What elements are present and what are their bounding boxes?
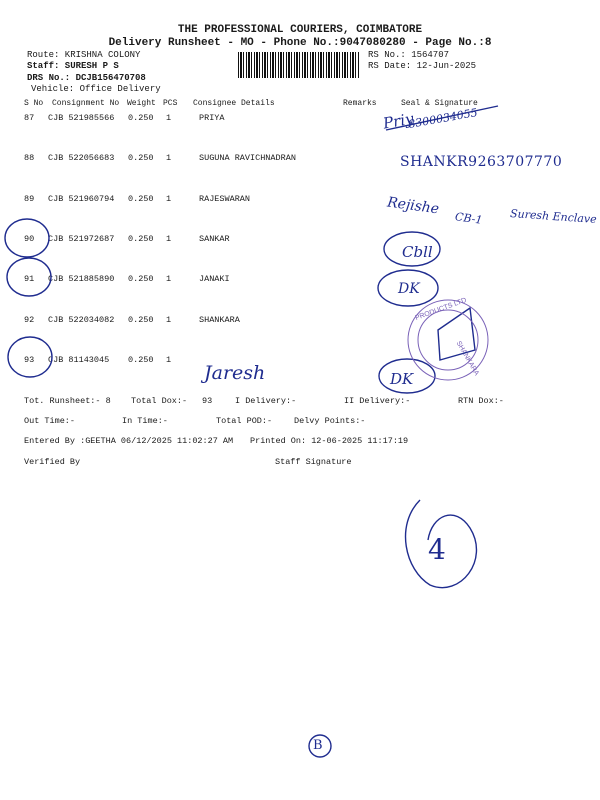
row-weight: 0.250	[128, 274, 154, 284]
staff-signature-label: Staff Signature	[275, 457, 352, 467]
staff-label: Staff: SURESH P S	[27, 61, 119, 71]
row-sno: 89	[24, 194, 35, 204]
row-pcs: 1	[166, 153, 172, 163]
handwritten-underline	[386, 106, 498, 130]
delvy-points: Delvy Points:-	[294, 416, 366, 426]
company-stamp	[408, 300, 488, 380]
stamp-text: PRODUCTS LTD	[414, 296, 468, 323]
row-circle	[7, 258, 51, 296]
row-sno: 87	[24, 113, 35, 123]
total-dox-value: 93	[202, 396, 213, 406]
row-consignment: CJB 522034082	[48, 315, 115, 325]
row-weight: 0.250	[128, 355, 154, 365]
row-weight: 0.250	[128, 153, 154, 163]
row-consignment: CJB 521960794	[48, 194, 115, 204]
handwritten-mark: 4	[428, 533, 446, 566]
row-consignment: CJB 522056683	[48, 153, 115, 163]
drs-number: DRS No.: DCJB156470708	[27, 73, 146, 83]
row-sno: 91	[24, 274, 35, 284]
row-pcs: 1	[166, 315, 172, 325]
row-consignment: CJB 521972687	[48, 234, 115, 244]
delivery-circle	[379, 359, 435, 393]
row-circle	[8, 337, 52, 377]
handwritten-note: CB-1	[454, 210, 484, 227]
runsheet-subtitle: Delivery Runsheet - MO - Phone No.:9047080280 - Page No.:8	[108, 37, 492, 49]
row-sno: 93	[24, 355, 35, 365]
handwritten-signature: Priy	[381, 109, 415, 133]
col-consignee: Consignee Details	[193, 99, 275, 108]
route-label: Route: KRISHNA COLONY	[27, 50, 141, 60]
total-runsheet: Tot. Runsheet:- 8	[24, 396, 111, 406]
total-dox-label: Total Dox:-	[131, 396, 188, 406]
col-weight: Weight	[127, 99, 156, 108]
handwritten-mark: B	[313, 738, 323, 753]
row-consignment: CJB 521985566	[48, 113, 115, 123]
handwritten-loop	[406, 500, 477, 588]
row-circle	[5, 219, 49, 257]
verified-by: Verified By	[24, 457, 81, 467]
handwritten-signature: Rejishe	[386, 194, 441, 218]
company-stamp	[418, 310, 478, 370]
col-remarks: Remarks	[343, 99, 377, 108]
ii-delivery: II Delivery:-	[344, 396, 411, 406]
col-seal-signature: Seal & Signature	[401, 99, 478, 108]
row-pcs: 1	[166, 355, 172, 365]
row-sno: 90	[24, 234, 35, 244]
handwritten-signature: DK	[398, 281, 420, 297]
handwritten-signature: DK	[390, 370, 414, 388]
row-consignee: PRIYA	[199, 113, 225, 123]
rs-date: RS Date: 12-Jun-2025	[368, 61, 477, 71]
company-title: THE PROFESSIONAL COURIERS, COIMBATORE	[177, 24, 423, 36]
row-weight: 0.250	[128, 194, 154, 204]
i-delivery: I Delivery:-	[235, 396, 297, 406]
row-consignee: SANKAR	[199, 234, 230, 244]
col-pcs: PCS	[163, 99, 178, 108]
handwritten-signature: Jaresh	[204, 362, 266, 384]
delivery-circle	[378, 270, 438, 306]
row-pcs: 1	[166, 113, 172, 123]
rtn-dox: RTN Dox:-	[458, 396, 504, 406]
handwritten-note: Suresh Enclave	[509, 206, 598, 227]
row-weight: 0.250	[128, 113, 154, 123]
row-consignee: SHANKARA	[199, 315, 240, 325]
row-weight: 0.250	[128, 234, 154, 244]
vehicle-label: Vehicle: Office Delivery	[31, 84, 161, 94]
out-time: Out Time:-	[24, 416, 76, 426]
handwritten-loop	[309, 735, 331, 757]
row-consignee: JANAKI	[199, 274, 230, 284]
row-sno: 92	[24, 315, 35, 325]
col-consignment: Consignment No	[52, 99, 120, 108]
rs-number: RS No.: 1564707	[368, 50, 450, 60]
row-weight: 0.250	[128, 315, 154, 325]
in-time: In Time:-	[122, 416, 168, 426]
row-pcs: 1	[166, 194, 172, 204]
col-sno: S No	[24, 99, 44, 108]
row-sno: 88	[24, 153, 35, 163]
handwritten-signature: Cbll	[402, 243, 433, 261]
delivery-circle	[384, 232, 440, 266]
handwritten-scribble	[438, 308, 475, 360]
row-consignee: RAJESWARAN	[199, 194, 251, 204]
row-consignment: CJB 521885890	[48, 274, 115, 284]
row-consignee: SUGUNA RAVICHNADRAN	[199, 153, 296, 163]
row-consignment: CJB 81143045	[48, 355, 110, 365]
row-pcs: 1	[166, 234, 172, 244]
stamp-text: SHANKARA	[454, 340, 480, 377]
row-pcs: 1	[166, 274, 172, 284]
handwritten-phone: 8300034055	[407, 106, 479, 131]
handwritten-note: SHANKR9263707770	[400, 154, 563, 170]
printed-on: Printed On: 12-06-2025 11:17:19	[250, 436, 409, 446]
total-pod: Total POD:-	[216, 416, 273, 426]
entered-by: Entered By :GEETHA 06/12/2025 11:02:27 AM	[24, 436, 234, 446]
